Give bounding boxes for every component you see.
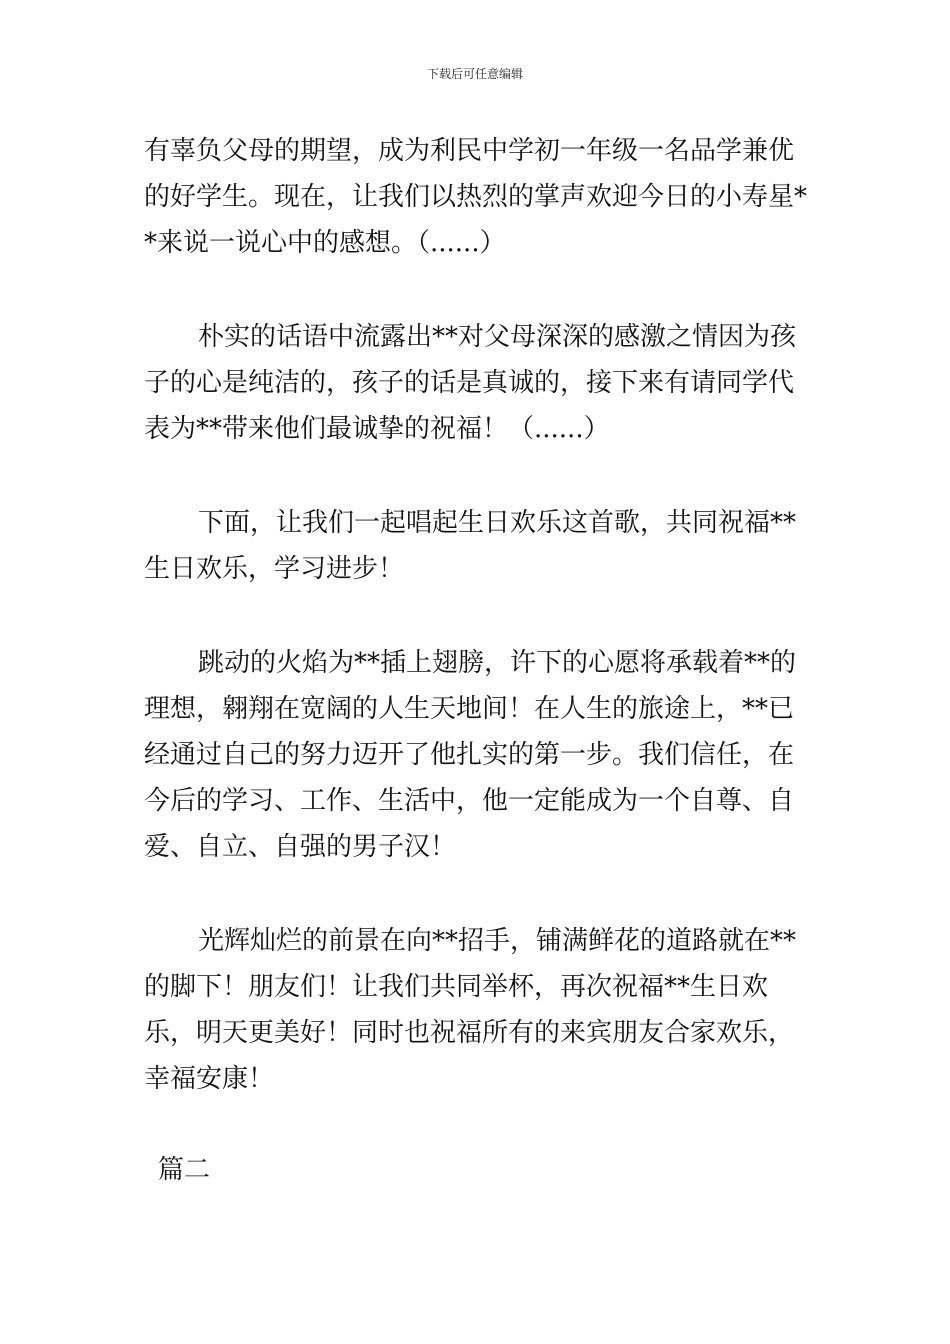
paragraph-2: 朴实的话语中流露出**对父母深深的感激之情因为孩子的心是纯洁的，孩子的话是真诚的，接下来有请同学代表为**带来他们最诚挚的祝福！（......） [144, 322, 797, 444]
section-heading: 篇二 [158, 1155, 211, 1185]
document-body [144, 128, 814, 1102]
paragraph-5: 光辉灿烂的前景在向**招手，铺满鲜花的道路就在**的脚下！朋友们！让我们共同举杯，再次祝福**生日欢乐，明天更美好！同时也祝福所有的来宾朋友合家欢乐，幸福安康！ [144, 926, 797, 1094]
page-header: 下载后可任意编辑 [426, 67, 523, 81]
paragraph-4: 跳动的火焰为**插上翅膀，许下的心愿将承载着**的理想，翱翔在宽阔的人生天地间！在人生的旅途上，**已经通过自己的努力迈开了他扎实的第一步。我们信任，在今后的学习、工作、生活中，他一定能成为一个自尊、自爱、自立、自强的男子汉！ [144, 648, 797, 862]
paragraph-1: 有辜负父母的期望，成为利民中学初一年级一名品学兼优的好学生。现在，让我们以热烈的掌声欢迎今日的小寿星**来说一说心中的感想。（......） [144, 136, 808, 258]
paragraph-3: 下面，让我们一起唱起生日欢乐这首歌，共同祝福**生日欢乐，学习进步！ [144, 508, 797, 584]
